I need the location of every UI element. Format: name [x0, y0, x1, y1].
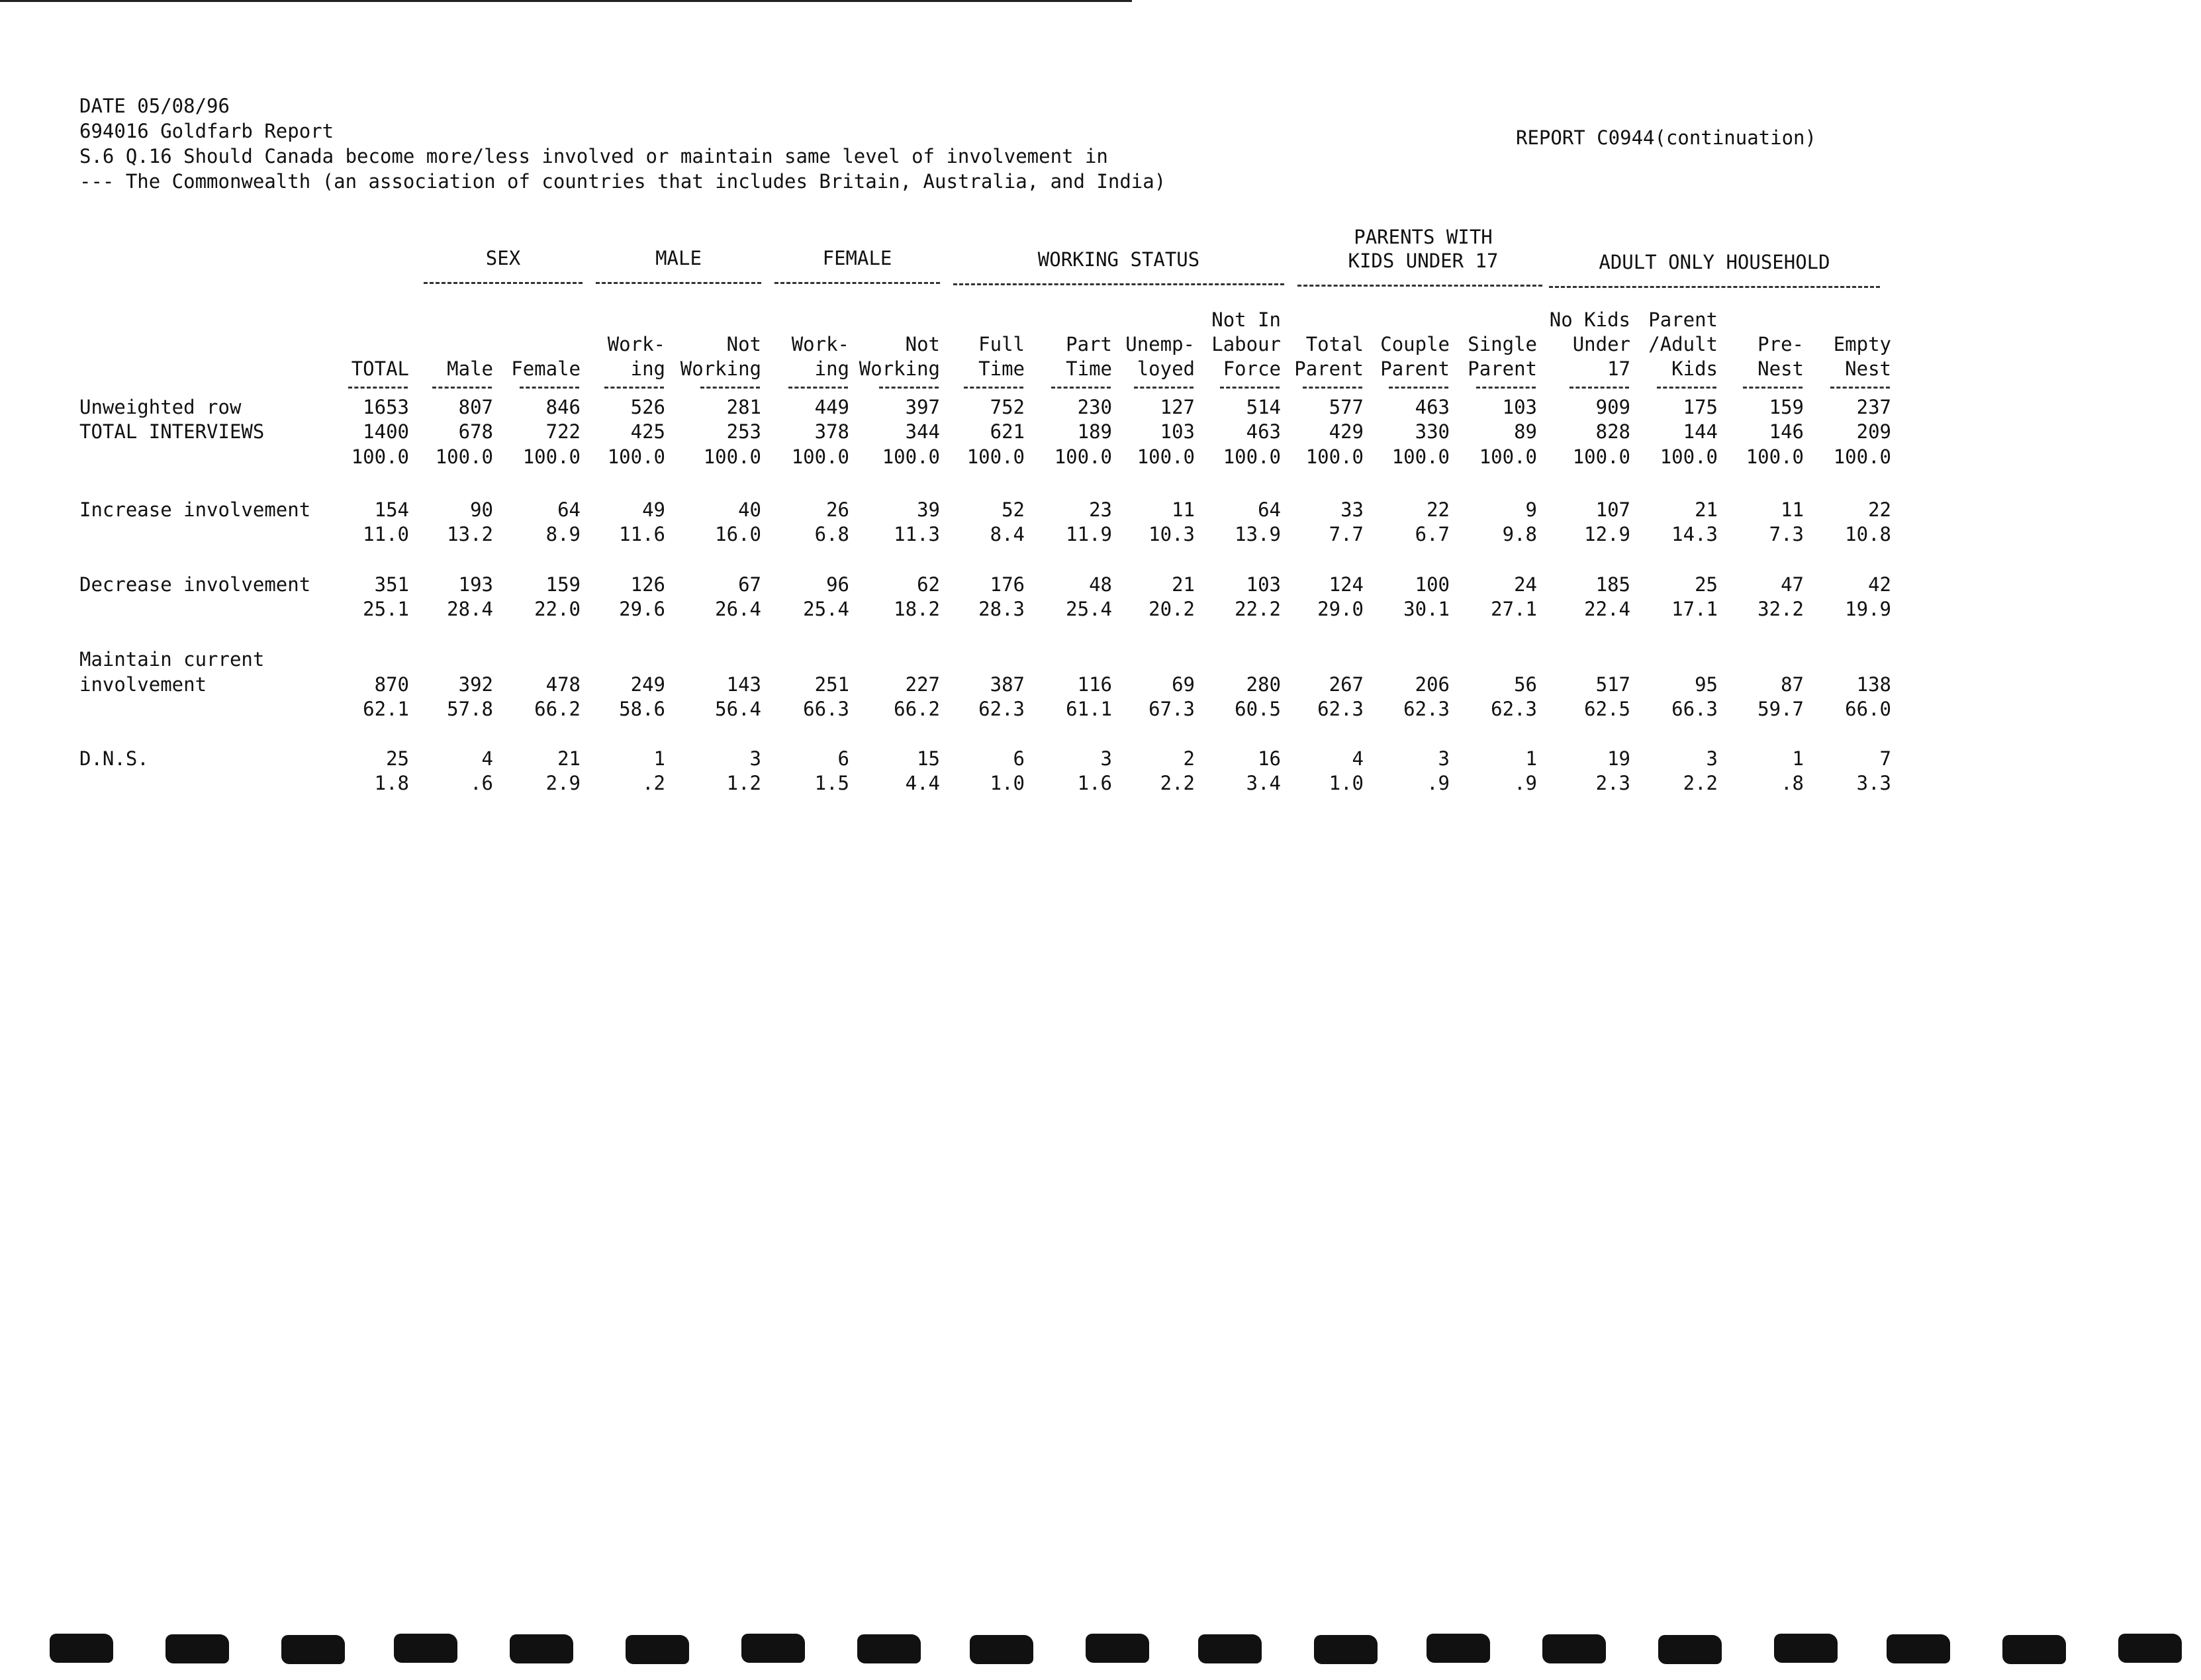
- cell-unw: 175: [1683, 396, 1718, 418]
- cell-inc_p: 8.4: [990, 523, 1025, 545]
- cell-inc_p: 14.3: [1671, 523, 1718, 545]
- cell-mai_p: 58.6: [619, 698, 665, 720]
- cell-dec_n: 185: [1595, 573, 1630, 596]
- cell-tp: 100.0: [435, 445, 493, 468]
- feed-hole-mark: [281, 1635, 345, 1664]
- group-parents-rule: [1297, 285, 1542, 287]
- cell-unw: 397: [905, 396, 940, 418]
- column-header-14-line2: Under: [1572, 333, 1630, 355]
- cell-dec_n: 62: [917, 573, 940, 596]
- cell-unw: 577: [1329, 396, 1364, 418]
- column-header-9-line3: loyed: [1137, 357, 1195, 380]
- column-underline: [1220, 387, 1280, 389]
- column-underline: [700, 387, 760, 389]
- cell-dec_n: 47: [1781, 573, 1804, 596]
- cell-mai_n: 478: [545, 673, 581, 696]
- question-subject: --- The Commonwealth (an association of countries that includes Britain, Australia, and India): [79, 170, 1166, 193]
- column-header-13-line2: Single: [1468, 333, 1537, 355]
- cell-inc_n: 21: [1695, 498, 1718, 521]
- cell-tp: 100.0: [1833, 445, 1891, 468]
- cell-unw: 159: [1769, 396, 1804, 418]
- row-label-total-interviews: TOTAL INTERVIEWS: [79, 420, 265, 443]
- cell-inc_p: 16.0: [715, 523, 761, 545]
- cell-mai_n: 387: [990, 673, 1025, 696]
- cell-mai_n: 138: [1856, 673, 1891, 696]
- cell-tot: 463: [1246, 420, 1281, 443]
- cell-dns_p: 4.4: [905, 772, 940, 794]
- cell-tot: 146: [1769, 420, 1804, 443]
- cell-mai_n: 116: [1077, 673, 1112, 696]
- column-header-0-line3: TOTAL: [351, 357, 409, 380]
- cell-mai_p: 66.0: [1845, 698, 1891, 720]
- cell-inc_n: 11: [1172, 498, 1195, 521]
- cell-dec_p: 26.4: [715, 598, 761, 620]
- cell-mai_n: 143: [726, 673, 761, 696]
- cell-dns_p: 2.9: [545, 772, 581, 794]
- cell-inc_p: 6.7: [1415, 523, 1450, 545]
- column-underline: [1389, 387, 1448, 389]
- cell-inc_n: 49: [642, 498, 665, 521]
- column-underline: [788, 387, 848, 389]
- cell-mai_n: 517: [1595, 673, 1630, 696]
- cell-tp: 100.0: [1223, 445, 1281, 468]
- cell-dns_n: 6: [837, 747, 849, 770]
- cell-dns_p: .6: [470, 772, 493, 794]
- cell-inc_n: 107: [1595, 498, 1630, 521]
- cell-inc_n: 26: [826, 498, 849, 521]
- cell-tot: 344: [905, 420, 940, 443]
- cell-dec_n: 24: [1514, 573, 1537, 596]
- cell-tot: 144: [1683, 420, 1718, 443]
- cell-tp: 100.0: [1479, 445, 1537, 468]
- column-header-12-line3: Parent: [1380, 357, 1450, 380]
- column-header-15-line2: /Adult: [1648, 333, 1718, 355]
- cell-mai_p: 62.1: [363, 698, 409, 720]
- cell-mai_p: 62.3: [1317, 698, 1364, 720]
- cell-tp: 100.0: [1054, 445, 1112, 468]
- cell-dec_p: 28.3: [978, 598, 1025, 620]
- cell-tot: 678: [458, 420, 493, 443]
- column-underline: [1134, 387, 1194, 389]
- cell-dec_n: 124: [1329, 573, 1364, 596]
- cell-dns_n: 1: [1792, 747, 1804, 770]
- row-label-increase: Increase involvement: [79, 498, 311, 521]
- cell-unw: 127: [1160, 396, 1195, 418]
- column-header-11-line2: Total: [1305, 333, 1364, 355]
- column-underline: [1830, 387, 1890, 389]
- column-header-17-line3: Nest: [1845, 357, 1891, 380]
- cell-mai_p: 66.2: [534, 698, 581, 720]
- cell-dec_p: 25.4: [803, 598, 849, 620]
- cell-tot: 89: [1514, 420, 1537, 443]
- cell-inc_n: 90: [470, 498, 493, 521]
- cell-inc_p: 13.9: [1235, 523, 1281, 545]
- cell-inc_p: 11.6: [619, 523, 665, 545]
- cell-inc_p: 10.3: [1148, 523, 1195, 545]
- column-header-7-line3: Time: [978, 357, 1025, 380]
- cell-mai_n: 267: [1329, 673, 1364, 696]
- cell-dns_n: 3: [1438, 747, 1450, 770]
- cell-unw: 846: [545, 396, 581, 418]
- cell-dns_p: 3.3: [1856, 772, 1891, 794]
- column-header-13-line3: Parent: [1468, 357, 1537, 380]
- report-code: REPORT C0944(continuation): [1516, 126, 1816, 149]
- column-header-14-line1: No Kids: [1549, 308, 1630, 331]
- cell-dns_n: 4: [1352, 747, 1364, 770]
- cell-dec_p: 27.1: [1491, 598, 1537, 620]
- cell-dec_n: 126: [630, 573, 665, 596]
- column-header-5-line2: Work-: [791, 333, 849, 355]
- row-label-maintain-line2: involvement: [79, 673, 207, 696]
- cell-dns_n: 6: [1013, 747, 1025, 770]
- column-header-7-line2: Full: [978, 333, 1025, 355]
- cell-tot: 1400: [363, 420, 409, 443]
- cell-dns_p: 1.6: [1077, 772, 1112, 794]
- cell-tot: 189: [1077, 420, 1112, 443]
- group-parents-line1: PARENTS WITH: [1354, 226, 1493, 248]
- cell-dns_p: .9: [1514, 772, 1537, 794]
- cell-inc_n: 39: [917, 498, 940, 521]
- column-header-2-line3: Female: [511, 357, 581, 380]
- cell-dec_p: 25.4: [1066, 598, 1112, 620]
- cell-inc_n: 23: [1089, 498, 1112, 521]
- cell-inc_p: 6.8: [814, 523, 849, 545]
- cell-tot: 722: [545, 420, 581, 443]
- cell-dec_p: 22.2: [1235, 598, 1281, 620]
- feed-hole-mark: [970, 1635, 1033, 1664]
- cell-dns_n: 21: [557, 747, 581, 770]
- column-underline: [1657, 387, 1716, 389]
- cell-tot: 378: [814, 420, 849, 443]
- cell-inc_n: 22: [1427, 498, 1450, 521]
- feed-hole-mark: [165, 1634, 229, 1663]
- column-header-3-line3: ing: [630, 357, 665, 380]
- cell-mai_p: 59.7: [1757, 698, 1804, 720]
- cell-unw: 103: [1502, 396, 1537, 418]
- cell-dns_n: 4: [481, 747, 493, 770]
- cell-tot: 429: [1329, 420, 1364, 443]
- cell-mai_n: 95: [1695, 673, 1718, 696]
- report-name: 694016 Goldfarb Report: [79, 120, 334, 142]
- cell-mai_n: 249: [630, 673, 665, 696]
- cell-inc_p: 11.0: [363, 523, 409, 545]
- feed-hole-mark: [1314, 1635, 1378, 1664]
- cell-tp: 100.0: [1305, 445, 1364, 468]
- feed-hole-mark: [626, 1635, 689, 1664]
- cell-dec_n: 176: [990, 573, 1025, 596]
- cell-dns_p: 3.4: [1246, 772, 1281, 794]
- group-female-rule: [774, 282, 940, 284]
- column-header-14-line3: 17: [1607, 357, 1630, 380]
- column-underline: [879, 387, 939, 389]
- cell-dec_p: 28.4: [447, 598, 493, 620]
- cell-dns_p: .2: [642, 772, 665, 794]
- cell-mai_n: 56: [1514, 673, 1537, 696]
- cell-dec_n: 96: [826, 573, 849, 596]
- cell-mai_n: 87: [1781, 673, 1804, 696]
- cell-dec_p: 19.9: [1845, 598, 1891, 620]
- cell-dec_n: 103: [1246, 573, 1281, 596]
- group-working-rule: [953, 283, 1284, 285]
- cell-dec_p: 30.1: [1403, 598, 1450, 620]
- cell-dec_p: 17.1: [1671, 598, 1718, 620]
- cell-inc_n: 22: [1868, 498, 1891, 521]
- cell-dns_n: 1: [1525, 747, 1537, 770]
- column-underline: [1569, 387, 1629, 389]
- cell-dns_n: 3: [749, 747, 761, 770]
- group-adult-rule: [1549, 286, 1880, 288]
- cell-dec_n: 351: [374, 573, 409, 596]
- cell-tp: 100.0: [703, 445, 761, 468]
- cell-unw: 909: [1595, 396, 1630, 418]
- cell-dns_p: 2.3: [1595, 772, 1630, 794]
- feed-hole-mark: [510, 1634, 573, 1663]
- column-header-16-line2: Pre-: [1757, 333, 1804, 355]
- feed-hole-mark: [1887, 1634, 1950, 1663]
- column-underline: [604, 387, 664, 389]
- feed-hole-mark: [857, 1634, 921, 1663]
- cell-inc_p: 10.8: [1845, 523, 1891, 545]
- cell-dns_p: 1.0: [990, 772, 1025, 794]
- column-underline: [432, 387, 492, 389]
- cell-unw: 237: [1856, 396, 1891, 418]
- column-header-5-line3: ing: [814, 357, 849, 380]
- cell-inc_p: 7.3: [1769, 523, 1804, 545]
- cell-dns_n: 25: [386, 747, 409, 770]
- cell-unw: 752: [990, 396, 1025, 418]
- column-underline: [1303, 387, 1362, 389]
- report-date: DATE 05/08/96: [79, 95, 230, 117]
- column-header-15-line1: Parent: [1648, 308, 1718, 331]
- row-label-dns: D.N.S.: [79, 747, 149, 770]
- feed-hole-mark: [1774, 1634, 1838, 1663]
- cell-unw: 514: [1246, 396, 1281, 418]
- cell-tp: 100.0: [351, 445, 409, 468]
- column-header-6-line2: Not: [905, 333, 940, 355]
- group-male: MALE: [655, 247, 702, 269]
- feed-hole-mark: [741, 1634, 805, 1663]
- cell-tp: 100.0: [607, 445, 665, 468]
- cell-dns_n: 15: [917, 747, 940, 770]
- column-header-12-line2: Couple: [1380, 333, 1450, 355]
- column-underline: [520, 387, 579, 389]
- cell-dns_p: 2.2: [1160, 772, 1195, 794]
- column-underline: [1476, 387, 1536, 389]
- column-header-15-line3: Kids: [1671, 357, 1718, 380]
- group-sex-rule: [424, 282, 583, 284]
- cell-mai_n: 280: [1246, 673, 1281, 696]
- column-header-3-line2: Work-: [607, 333, 665, 355]
- cell-unw: 1653: [363, 396, 409, 418]
- cell-mai_n: 392: [458, 673, 493, 696]
- cell-unw: 449: [814, 396, 849, 418]
- cell-dns_p: 1.5: [814, 772, 849, 794]
- cell-unw: 230: [1077, 396, 1112, 418]
- cell-mai_n: 69: [1172, 673, 1195, 696]
- cell-mai_p: 62.3: [978, 698, 1025, 720]
- cell-dns_n: 7: [1879, 747, 1891, 770]
- cell-mai_p: 57.8: [447, 698, 493, 720]
- cell-mai_p: 66.3: [803, 698, 849, 720]
- cell-inc_p: 11.9: [1066, 523, 1112, 545]
- cell-tp: 100.0: [1137, 445, 1195, 468]
- column-header-8-line2: Part: [1066, 333, 1112, 355]
- cell-inc_p: 7.7: [1329, 523, 1364, 545]
- column-header-1-line3: Male: [447, 357, 493, 380]
- feed-hole-mark: [1427, 1634, 1490, 1663]
- cell-dec_p: 29.0: [1317, 598, 1364, 620]
- cell-dec_n: 67: [738, 573, 761, 596]
- cell-tp: 100.0: [1746, 445, 1804, 468]
- cell-dec_n: 25: [1695, 573, 1718, 596]
- cell-dec_p: 22.0: [534, 598, 581, 620]
- cell-dns_n: 3: [1706, 747, 1718, 770]
- cell-mai_p: 66.2: [894, 698, 940, 720]
- column-header-10-line3: Force: [1223, 357, 1281, 380]
- group-female: FEMALE: [822, 247, 892, 269]
- cell-dec_n: 42: [1868, 573, 1891, 596]
- cell-mai_p: 60.5: [1235, 698, 1281, 720]
- cell-tp: 100.0: [966, 445, 1025, 468]
- feed-hole-mark: [2002, 1635, 2066, 1664]
- group-sex: SEX: [485, 247, 521, 269]
- cell-mai_n: 870: [374, 673, 409, 696]
- cell-tp: 100.0: [1572, 445, 1630, 468]
- cell-dec_p: 25.1: [363, 598, 409, 620]
- column-header-4-line2: Not: [726, 333, 761, 355]
- feed-hole-mark: [394, 1634, 457, 1663]
- cell-inc_p: 13.2: [447, 523, 493, 545]
- cell-dns_n: 2: [1183, 747, 1195, 770]
- cell-tot: 828: [1595, 420, 1630, 443]
- cell-mai_p: 62.5: [1584, 698, 1630, 720]
- cell-mai_p: 62.3: [1491, 698, 1537, 720]
- cell-dec_n: 100: [1415, 573, 1450, 596]
- cell-dec_n: 21: [1172, 573, 1195, 596]
- cell-dns_n: 1: [653, 747, 665, 770]
- row-label-decrease: Decrease involvement: [79, 573, 311, 596]
- cell-tp: 100.0: [1660, 445, 1718, 468]
- cell-unw: 463: [1415, 396, 1450, 418]
- cell-inc_n: 33: [1340, 498, 1364, 521]
- column-header-10-line1: Not In: [1211, 308, 1281, 331]
- feed-hole-mark: [50, 1634, 113, 1663]
- cell-dec_p: 20.2: [1148, 598, 1195, 620]
- cell-dns_p: .8: [1781, 772, 1804, 794]
- column-underline: [348, 387, 408, 389]
- column-underline: [1743, 387, 1803, 389]
- cell-dec_n: 159: [545, 573, 581, 596]
- column-header-9-line2: Unemp-: [1125, 333, 1195, 355]
- cell-mai_p: 66.3: [1671, 698, 1718, 720]
- feed-hole-mark: [1658, 1635, 1722, 1664]
- group-working-status: WORKING STATUS: [1037, 248, 1200, 271]
- cell-tot: 425: [630, 420, 665, 443]
- question-text: S.6 Q.16 Should Canada become more/less involved or maintain same level of involvement in: [79, 145, 1108, 167]
- cell-tp: 100.0: [1391, 445, 1450, 468]
- group-parents-line2: KIDS UNDER 17: [1348, 250, 1499, 272]
- column-header-10-line2: Labour: [1211, 333, 1281, 355]
- cell-mai_p: 67.3: [1148, 698, 1195, 720]
- cell-unw: 526: [630, 396, 665, 418]
- column-header-11-line3: Parent: [1294, 357, 1364, 380]
- column-header-17-line2: Empty: [1833, 333, 1891, 355]
- cell-dec_p: 29.6: [619, 598, 665, 620]
- cell-dns_p: 1.2: [726, 772, 761, 794]
- cell-unw: 281: [726, 396, 761, 418]
- cell-dns_p: .9: [1427, 772, 1450, 794]
- feed-hole-mark: [2118, 1634, 2182, 1663]
- column-header-16-line3: Nest: [1757, 357, 1804, 380]
- cell-mai_n: 227: [905, 673, 940, 696]
- cell-tp: 100.0: [791, 445, 849, 468]
- cell-dec_n: 48: [1089, 573, 1112, 596]
- cell-inc_n: 64: [557, 498, 581, 521]
- cell-inc_p: 9.8: [1502, 523, 1537, 545]
- column-header-8-line3: Time: [1066, 357, 1112, 380]
- cell-tot: 253: [726, 420, 761, 443]
- column-underline: [1051, 387, 1111, 389]
- cell-dns_n: 16: [1258, 747, 1281, 770]
- cell-dec_n: 193: [458, 573, 493, 596]
- cell-tot: 330: [1415, 420, 1450, 443]
- row-label-maintain-line1: Maintain current: [79, 648, 265, 671]
- cell-mai_p: 61.1: [1066, 698, 1112, 720]
- cell-unw: 807: [458, 396, 493, 418]
- cell-inc_p: 12.9: [1584, 523, 1630, 545]
- feed-hole-mark: [1198, 1634, 1262, 1663]
- row-label-unweighted: Unweighted row: [79, 396, 242, 418]
- cell-dec_p: 22.4: [1584, 598, 1630, 620]
- cell-dns_p: 2.2: [1683, 772, 1718, 794]
- column-header-4-line3: Working: [680, 357, 761, 380]
- cell-inc_p: 8.9: [545, 523, 581, 545]
- cell-inc_n: 40: [738, 498, 761, 521]
- cell-tp: 100.0: [522, 445, 581, 468]
- cell-inc_n: 9: [1525, 498, 1537, 521]
- cell-mai_n: 251: [814, 673, 849, 696]
- cell-dns_p: 1.8: [374, 772, 409, 794]
- cell-dec_p: 18.2: [894, 598, 940, 620]
- cell-inc_p: 11.3: [894, 523, 940, 545]
- column-header-6-line3: Working: [859, 357, 940, 380]
- feed-hole-mark: [1086, 1634, 1149, 1663]
- cell-mai_n: 206: [1415, 673, 1450, 696]
- cell-inc_n: 11: [1781, 498, 1804, 521]
- cell-tot: 621: [990, 420, 1025, 443]
- cell-inc_n: 154: [374, 498, 409, 521]
- group-adult-only: ADULT ONLY HOUSEHOLD: [1599, 251, 1830, 273]
- cell-dec_p: 32.2: [1757, 598, 1804, 620]
- cell-dns_n: 3: [1100, 747, 1112, 770]
- feed-hole-mark: [1542, 1634, 1606, 1663]
- cell-mai_p: 62.3: [1403, 698, 1450, 720]
- cell-dns_p: 1.0: [1329, 772, 1364, 794]
- cell-dns_n: 19: [1607, 747, 1630, 770]
- cell-tot: 103: [1160, 420, 1195, 443]
- top-border-line: [0, 0, 1132, 2]
- cell-inc_n: 52: [1002, 498, 1025, 521]
- group-male-rule: [596, 282, 761, 284]
- cell-tot: 209: [1856, 420, 1891, 443]
- cell-inc_n: 64: [1258, 498, 1281, 521]
- column-underline: [964, 387, 1023, 389]
- cell-tp: 100.0: [882, 445, 940, 468]
- cell-mai_p: 56.4: [715, 698, 761, 720]
